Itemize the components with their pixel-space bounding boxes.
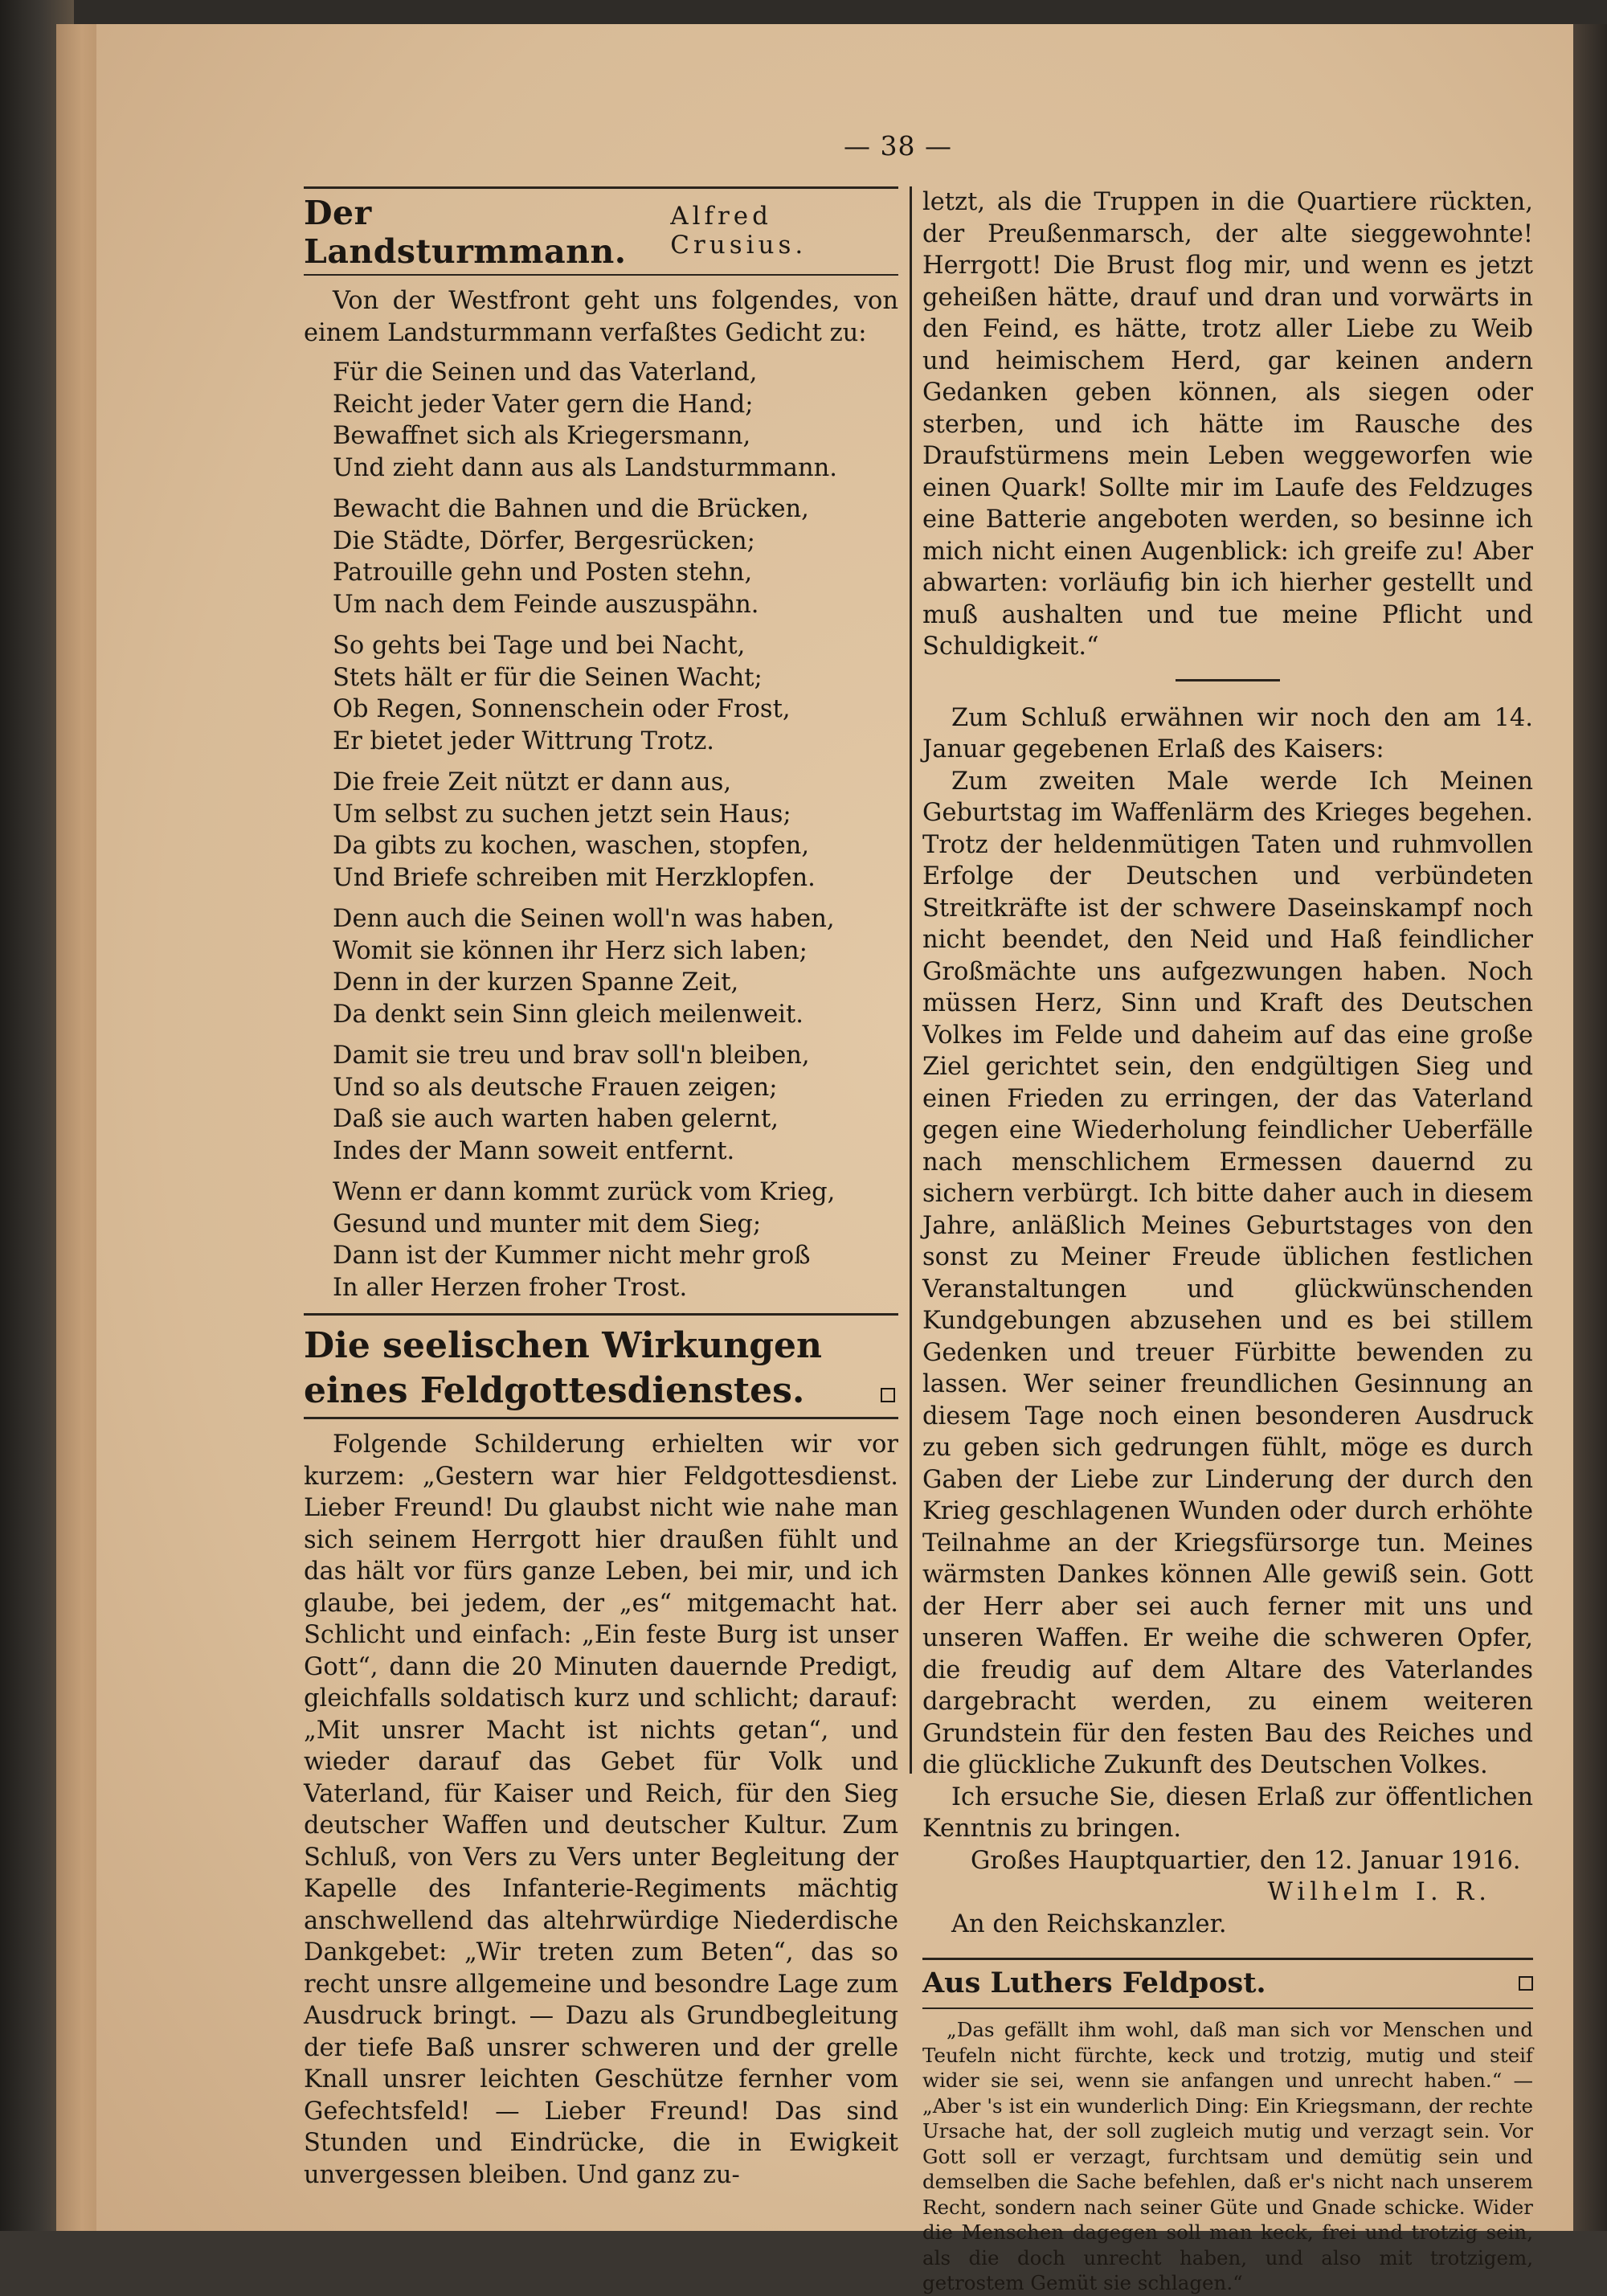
poem-line: Die freie Zeit nützt er dann aus, <box>333 768 732 796</box>
poem-stanza <box>333 493 898 620</box>
luther-title: Aus Luthers Feldpost. <box>922 1967 1266 1999</box>
decree-request: Ich ersuche Sie, diesen Erlaß zur öffentlichen Kenntnis zu bringen. <box>922 1782 1533 1843</box>
page-number: — 38 — <box>844 130 952 162</box>
poem-line: Bewaffnet sich als Kriegersmann, <box>333 422 751 450</box>
poem-line: Die Städte, Dörfer, Bergesrücken; <box>333 526 755 555</box>
poem-stanzas <box>304 357 898 1304</box>
poem-line: Um selbst zu suchen jetzt sein Haus; <box>333 800 791 829</box>
separator-rule <box>1176 679 1280 681</box>
poem-line: Dann ist der Kummer nicht mehr groß <box>333 1242 811 1270</box>
poem-line: Da denkt sein Sinn gleich meilenweit. <box>333 1000 804 1029</box>
decree-place-date: Großes Hauptquartier, den 12. Januar 1916. <box>971 1846 1521 1875</box>
section-rule <box>922 2007 1533 2009</box>
left-column <box>304 186 898 2191</box>
poem-line: Und Briefe schreiben mit Herzklopfen. <box>333 863 816 892</box>
luther-header <box>922 1960 1533 2007</box>
poem-line: Und zieht dann aus als Landsturmmann. <box>333 453 837 482</box>
section-rule <box>304 1417 898 1419</box>
decree-signature: Wilhelm I. R. <box>1267 1878 1491 1906</box>
poem-stanza <box>333 903 898 1030</box>
poem-line: So gehts bei Tage und bei Nacht, <box>333 632 746 660</box>
poem-stanza <box>333 1177 898 1304</box>
section-end-square-icon <box>1519 1976 1533 1991</box>
right-column <box>922 186 1533 2296</box>
header-rule <box>304 274 898 276</box>
poem-line: Für die Seinen und das Vaterland, <box>333 358 758 387</box>
poem-line: Denn in der kurzen Spanne Zeit, <box>333 968 739 997</box>
poem-line: Da gibts zu kochen, waschen, stopfen, <box>333 832 810 860</box>
poem-line: Bewacht die Bahnen und die Brücken, <box>333 495 809 523</box>
decree-addressee: An den Reichskanzler. <box>951 1909 1227 1938</box>
poem-line: Stets hält er für die Seinen Wacht; <box>333 663 763 692</box>
poem-line: Denn auch die Seinen woll'n was haben, <box>333 905 835 933</box>
poem-line: Patrouille gehn und Posten stehn, <box>333 559 753 587</box>
poem-line: Ob Regen, Sonnenschein oder Frost, <box>333 695 791 723</box>
poem-line: In aller Herzen froher Trost. <box>333 1273 688 1302</box>
poem-line: Er bietet jeder Wittrung Trotz. <box>333 726 714 755</box>
poem-stanza <box>333 357 898 484</box>
poem-line: Und so als deutsche Frauen zeigen; <box>333 1073 778 1102</box>
poem-title: Der Landsturmmann. <box>304 194 627 271</box>
poem-line: Indes der Mann soweit entfernt. <box>333 1136 735 1165</box>
section-rule <box>304 1313 898 1316</box>
article-title: Die seelischen Wirkungen eines Feldgottesdienstes. <box>304 1325 822 1411</box>
article-text: Folgende Schilderung erhielten wir vor kurzem: „Gestern war hier Feldgottesdienst. Lieber Freund! Du glaubst nicht wie nahe man sich seinem Herrgott hier draußen fühlt und das hält vor fürs ganze Leben, bei mir, und ich glaube, bei jedem, der „es“ mitgemacht hat. Schlicht und einfach: „Ein feste Burg ist unser Gott“, dann die 20 Minuten dauernde Predigt, gleichfalls soldatisch kurz und schlicht; darauf: „Mit unsrer Macht ist nichts getan“, und wieder darauf das Gebet für Volk und Vaterland, für Kaiser und Reich, für den Sieg deutscher Waffen und deutscher Kultur. Zum Schluß, von Vers zu Vers unter Begleitung der Kapelle des Infanterie-Regiments mächtig anschwellend das altehrwürdige Niederdische Dankgebet: „Wir treten zum Beten“, das so recht unsre allgemeine und besondre Lage zum Ausdruck bringt. — Dazu als Grundbegleitung der tiefe Baß unsrer schweren und der grelle Knall unsrer leichten Geschütze fernher vom Gefechtsfeld! — Lieber Freund! Das sind Stunden und Eindrücke, die in Ewigkeit unvergessen bleiben. Und ganz zu- <box>304 1430 898 2189</box>
column-divider <box>910 186 912 1774</box>
poem-line: Wenn er dann kommt zurück vom Krieg, <box>333 1178 836 1206</box>
poem-line: Womit sie können ihr Herz sich laben; <box>333 936 808 965</box>
decree-text: Zum zweiten Male werde Ich Meinen Geburtstag im Waffenlärm des Krieges begehen. Trotz der heldenmütigen Taten und ruhmvollen Erfolge der Deutschen und verbündeten Streitkräfte ist der schwere Daseinskampf noch nicht beendet, den Neid und Haß feindlicher Großmächte uns aufgezwungen haben. Noch müssen Herz, Sinn und Kraft des Deutschen Volkes im Felde und daheim auf das eine große Ziel gerichtet sein, den endgültigen Sieg und einen Frieden zu erringen, der das Vaterland gegen eine Wiederholung feindlicher Ueberfälle nach menschlichem Ermessen dauernd zu sichern verbürgt. Ich bitte daher auch in diesem Jahre, anläßlich Meines Geburtstages von den sonst zu Meiner Freude üblichen festlichen Veranstaltungen und glückwünschenden Kundgebungen abzusehen und es bei stillem Gedenken und treuer Fürbitte bewenden zu lassen. Wer seiner freundlichen Gesinnung an diesem Tage noch einen besonderen Ausdruck zu geben sich gedrungen fühlt, möge es durch Gaben der Liebe zur Linderung der durch den Krieg geschlagenen Wunden oder durch erhöhte Teilnahme an der Kriegsfürsorge tun. Meines wärmsten Dankes können Alle gewiß sein. Gott der Herr aber sei auch ferner mit uns und unseren Waffen. Er weihe die schweren Opfer, die freudig auf dem Altare des Vaterlandes dargebracht werden, zu einem weiteren Grundstein für den festen Bau des Reiches und die glückliche Zukunft des Deutschen Volkes. <box>922 767 1533 1779</box>
section-end-square-icon <box>881 1388 895 1402</box>
page-right-edge <box>1573 24 1607 2231</box>
decree-intro: Zum Schluß erwähnen wir noch den am 14. Januar gegebenen Erlaß des Kaisers: <box>922 703 1533 763</box>
poem-line: Daß sie auch warten haben gelernt, <box>333 1105 779 1133</box>
poem-stanza <box>333 1040 898 1167</box>
poem-line: Gesund und munter mit dem Sieg; <box>333 1209 762 1238</box>
article-continued-text: letzt, als die Truppen in die Quartiere rückten, der Preußenmarsch, der alte sieggewohnte! Herrgott! Die Brust flog mir, und wenn es jetzt geheißen hätte, drauf und dran und vorwärts in den Feind, es hätte, trotz aller Liebe zu Weib und heimischem Herd, gar keinen andern Gedanken geben können, als siegen oder sterben, und ich hätte im Rausche des Draufstürmens mein Leben weggeworfen wie einen Quark! Sollte mir im Laufe des Feldzuges eine Batterie angeboten werden, so besinne ich mich nicht einen Augenblick: ich greife zu! Aber abwarten: vorläufig bin ich hierher gestellt und muß aushalten und tue meine Pflicht und Schuldigkeit.“ <box>922 188 1533 661</box>
poem-header <box>304 189 898 274</box>
poem-line: Um nach dem Feinde auszuspähn. <box>333 590 759 619</box>
luther-text: „Das gefällt ihm wohl, daß man sich vor Menschen und Teufeln nicht fürchte, keck und trotzig, mutig und steif wider sie sei, wenn sie anfangen und unrecht haben.“ — „Aber 's ist ein wunderlich Ding: Ein Kriegsmann, der rechte Ursache hat, der soll zugleich mutig und verzagt sein. Vor Gott soll er verzagt, furchtsam und demütig sein und demselben die Sache befehlen, daß er's nicht nach unserem Recht, sondern nach seiner Güte und Gnade schicke. Wider die Menschen dagegen soll man keck, frei und trotzig sein, als die doch unrecht haben, und also mit trotzigem, getrostem Gemüt sie schlagen.“ <box>922 2018 1533 2294</box>
poem-line: Reicht jeder Vater gern die Hand; <box>333 390 754 419</box>
poem-stanza <box>333 630 898 757</box>
poem-author: Alfred Crusius. <box>670 202 808 260</box>
poem-stanza <box>333 767 898 894</box>
article-header <box>304 1324 898 1414</box>
poem-intro: Von der Westfront geht uns folgendes, von einem Landsturmmann verfaßtes Gedicht zu: <box>304 287 898 347</box>
poem-line: Damit sie treu und brav soll'n bleiben, <box>333 1042 810 1070</box>
